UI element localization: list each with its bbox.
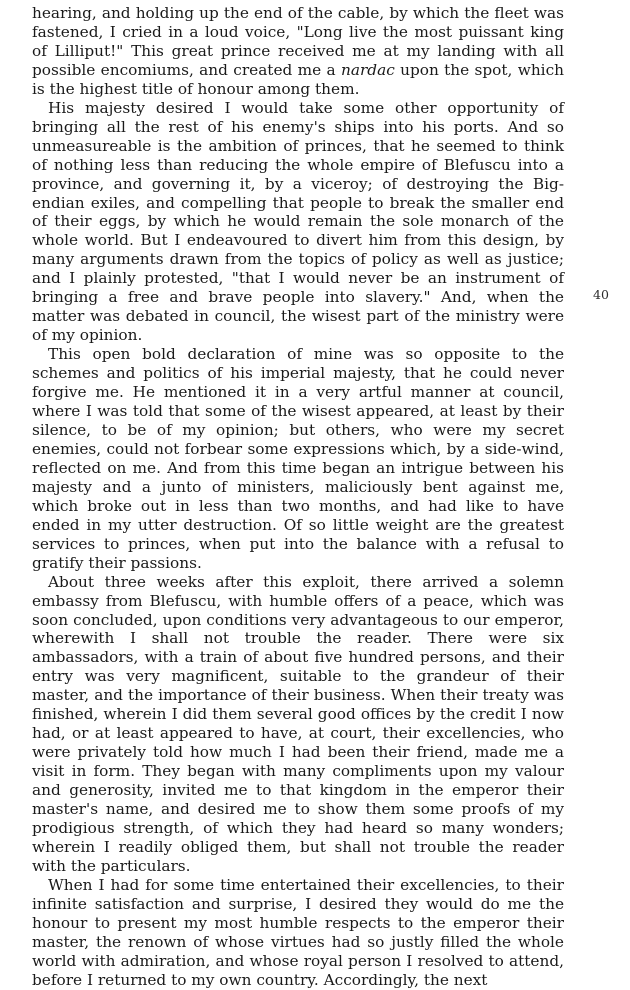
paragraph-1 xyxy=(32,4,564,99)
paragraph-3: This open bold declaration of mine was so opposite to the schemes and politics of his imperial majesty, that he could never forgive me. He mentioned it in a very artful manner at council, where I was told that some of the wisest appeared, at least by their silence, to be of my opinion; but others, who were my secret enemies, could not forbear some expressions which, by a side-wind, reflected on me. And from this time began an intrigue between his majesty and a junto of ministers, maliciously bent against me, which broke out in less than two months, and had like to have ended in my utter destruction. Of so little weight are the greatest services to princes, when put into the balance with a refusal to gratify their passions. xyxy=(32,345,564,572)
paragraph-1-text-after: upon the spot, which is the highest title of honour among them. xyxy=(32,60,564,98)
paragraph-5: When I had for some time entertained their excellencies, to their infinite satisfaction and surprise, I desired they would do me the honour to present my most humble respects to the emperor their master, the renown of whose virtues had so justly filled the whole world with admiration, and whose royal person I resolved to attend, before I returned to my own country. Accordingly, the next xyxy=(32,875,564,989)
paragraph-2: His majesty desired I would take some other opportunity of bringing all the rest of his enemy's ships into his ports. And so unmeasureable is the ambition of princes, that he seemed to think of nothing less than reducing the whole empire of Blefuscu into a province, and governing it, by a viceroy; of destroying the Big-endian exiles, and compelling that people to break the smaller end of their eggs, by which he would remain the sole monarch of the whole world. But I endeavoured to divert him from this design, by many arguments drawn from the topics of policy as well as justice; and I plainly protested, "that I would never be an instrument of bringing a free and brave people into slavery." And, when the matter was debated in council, the wisest part of the ministry were of my opinion. xyxy=(32,98,564,345)
paragraph-1-italic-term: nardac xyxy=(341,60,395,79)
margin-line-number: 40 xyxy=(593,287,609,302)
paragraph-4: About three weeks after this exploit, there arrived a solemn embassy from Blefuscu, with humble offers of a peace, which was soon concluded, upon conditions very advantageous to our emperor, wherewith I shall not trouble the reader. There were six ambassadors, with a train of about five hundred persons, and their entry was very magnificent, suitable to the grandeur of their master, and the importance of their business. When their treaty was finished, wherein I did them several good offices by the credit I now had, or at least appeared to have, at court, their excellencies, who were privately told how much I had been their friend, made me a visit in form. They began with many compliments upon my valour and generosity, invited me to that kingdom in the emperor their master's name, and desired me to show them some proofs of my prodigious strength, of which they had heard so many wonders; wherein I readily obliged them, but shall not trouble the reader with the particulars. xyxy=(32,572,564,875)
paragraph-1-text-before: hearing, and holding up the end of the cable, by which the fleet was fastened, I cried in a loud voice, "Long live the most puissant king of Lilliput!" This great prince received me at my landing with all possible encomiums, and created me a xyxy=(32,4,564,79)
body-text xyxy=(32,4,564,990)
